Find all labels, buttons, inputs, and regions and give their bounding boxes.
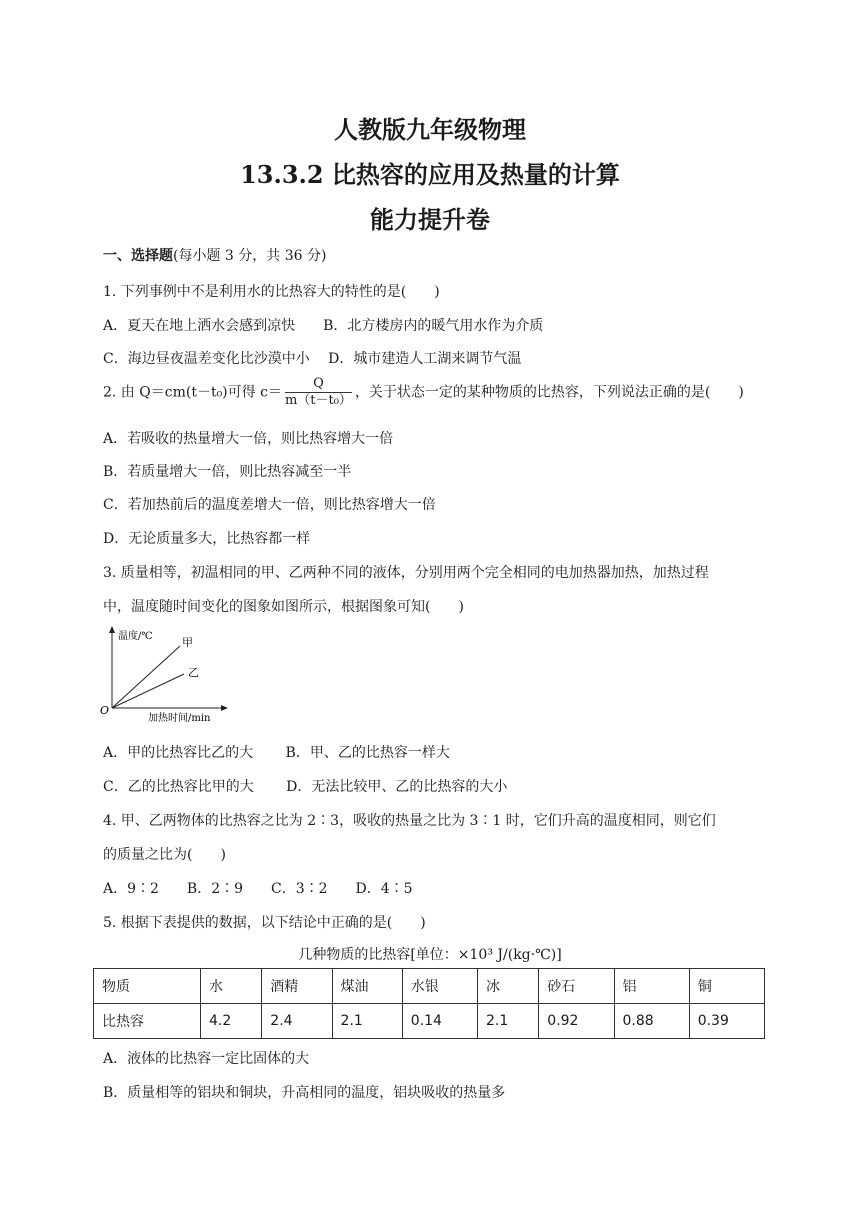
- question-1-stem: 1. 下列事例中不是利用水的比热容大的特性的是( ): [103, 284, 440, 300]
- question-5-stem: 5. 根据下表提供的数据，以下结论中正确的是( ): [103, 915, 426, 931]
- question-3-stem-line2: 中，温度随时间变化的图象如图所示，根据图象可知( ): [103, 599, 464, 615]
- origin-label: O: [100, 704, 110, 717]
- table-cell: 酒精: [262, 969, 332, 1004]
- table-cell: 2.4: [262, 1004, 332, 1039]
- table-caption: 几种物质的比热容[单位：×10³ J/(kg·℃)]: [298, 947, 562, 963]
- table-cell: 2.1: [332, 1004, 402, 1039]
- question-3-options-ab: A．甲的比热容比乙的大 B．甲、乙的比热容一样大: [103, 745, 450, 761]
- question-5-option-a: A．液体的比热容一定比固体的大: [103, 1051, 310, 1067]
- question-1-options-cd: C．海边昼夜温差变化比沙漠中小 D．城市建造人工湖来调节气温: [103, 351, 522, 367]
- specific-heat-table: [93, 968, 765, 1039]
- table-cell: 2.1: [478, 1004, 539, 1039]
- question-3-options-cd: C．乙的比热容比甲的大 D．无法比较甲、乙的比热容的大小: [103, 779, 508, 795]
- table-cell: 0.88: [614, 1004, 689, 1039]
- question-1-options-ab: A．夏天在地上洒水会感到凉快 B．北方楼房内的暖气用水作为介质: [103, 318, 544, 334]
- question-2-stem-suffix: ，关于状态一定的某种物质的比热容，下列说法正确的是( ): [354, 384, 744, 401]
- table-cell: 0.14: [402, 1004, 477, 1039]
- temperature-time-graph: [98, 624, 238, 724]
- lesson-title: 13.3.2 比热容的应用及热量的计算: [240, 160, 620, 189]
- formula-numerator: Q: [285, 376, 352, 393]
- question-2-option-d: D．无论质量多大，比热容都一样: [103, 531, 311, 547]
- x-axis-label: 加热时间/min: [148, 713, 211, 724]
- y-axis-label: 温度/℃: [118, 631, 153, 642]
- question-4-options: A．9∶2 B．2∶9 C．3∶2 D．4∶5: [103, 881, 413, 897]
- question-2-option-a: A．若吸收的热量增大一倍，则比热容增大一倍: [103, 431, 394, 447]
- section-label: 一、选择题: [103, 248, 173, 264]
- page-title: 人教版九年级物理: [334, 115, 526, 144]
- table-cell: 水: [201, 969, 262, 1004]
- specific-heat-formula: [285, 376, 352, 409]
- table-header-row: [94, 969, 765, 1004]
- table-row: [94, 1004, 765, 1039]
- table-cell: 比热容: [94, 1004, 201, 1039]
- line-jia-label: 甲: [182, 636, 193, 649]
- table-cell: 水银: [402, 969, 477, 1004]
- line-jia: [112, 646, 180, 708]
- question-2-option-c: C．若加热前后的温度差增大一倍，则比热容增大一倍: [103, 497, 436, 513]
- table-cell: 煤油: [332, 969, 402, 1004]
- table-cell: 冰: [478, 969, 539, 1004]
- table-cell: 4.2: [201, 1004, 262, 1039]
- question-2-stem: [103, 376, 744, 409]
- section-header: [103, 245, 326, 265]
- table-cell: 铜: [689, 969, 764, 1004]
- line-yi: [112, 674, 184, 708]
- table-cell: 0.92: [539, 1004, 614, 1039]
- y-axis-arrow: [109, 626, 115, 633]
- question-3-stem-line1: 3. 质量相等，初温相同的甲、乙两种不同的液体，分别用两个完全相同的电加热器加热，加热过程: [103, 565, 709, 581]
- question-4-stem-line1: 4. 甲、乙两物体的比热容之比为 2∶3，吸收的热量之比为 3∶1 时，它们升高的温度相同，则它们: [103, 813, 716, 829]
- x-axis-arrow: [221, 705, 228, 711]
- section-note: (每小题 3 分，共 36 分): [173, 248, 327, 264]
- line-yi-label: 乙: [188, 666, 199, 679]
- table-cell: 砂石: [539, 969, 614, 1004]
- formula-denominator: m（t－t₀）: [284, 393, 352, 408]
- paper-type-title: 能力提升卷: [370, 205, 490, 234]
- table-cell: 铝: [614, 969, 689, 1004]
- question-4-stem-line2: 的质量之比为( ): [103, 847, 226, 863]
- question-2-stem-prefix: 2. 由 Q＝cm(t－t₀)可得 c＝: [103, 384, 282, 401]
- question-5-option-b: B．质量相等的铝块和铜块，升高相同的温度，铝块吸收的热量多: [103, 1085, 506, 1101]
- question-2-option-b: B．若质量增大一倍，则比热容减至一半: [103, 464, 352, 480]
- table-cell: 0.39: [689, 1004, 764, 1039]
- table-cell: 物质: [94, 969, 201, 1004]
